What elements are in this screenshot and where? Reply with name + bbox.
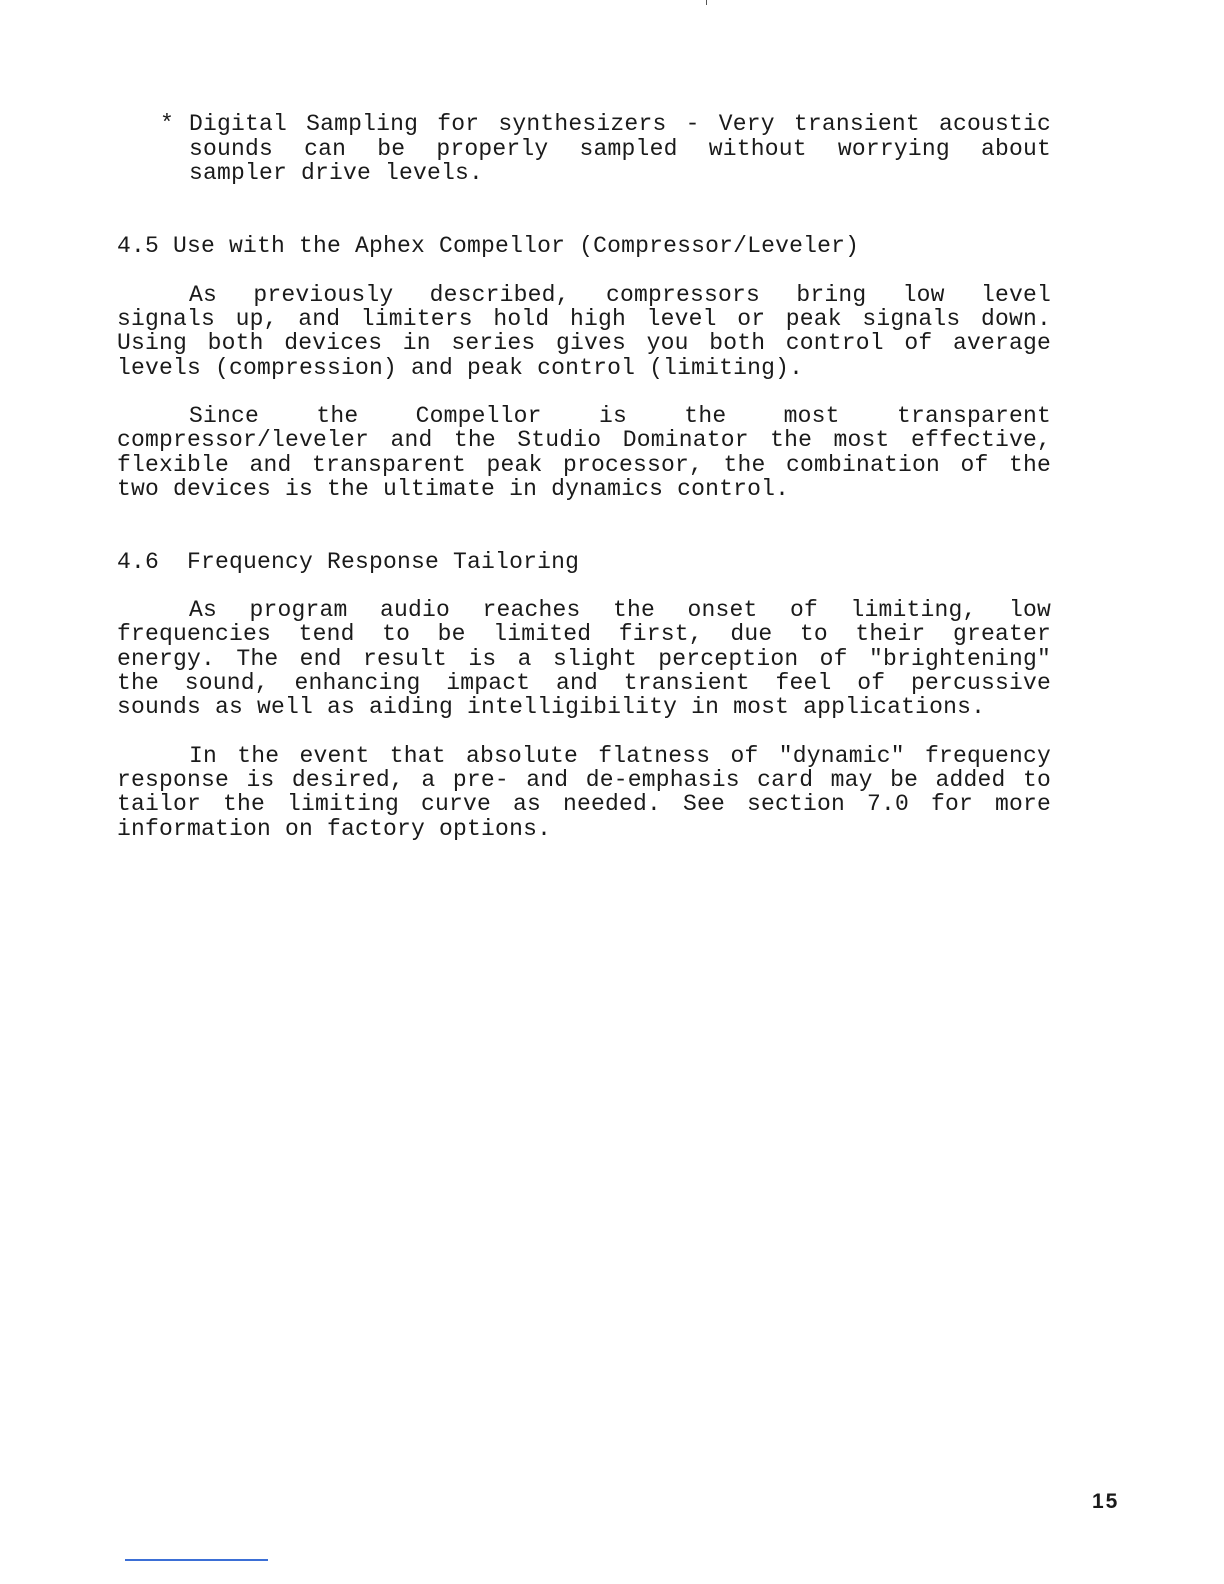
paragraph-line: the sound, enhancing impact and transient feel of percussive [117,670,1051,696]
paragraph-line: response is desired, a pre- and de-emphasis card may be added to [117,767,1051,793]
paragraph-line: two devices is the ultimate in dynamics control. [117,476,790,502]
section-heading-4-6: 4.6 Frequency Response Tailoring [117,549,580,575]
bullet-marker: * [160,111,175,137]
scan-mark [706,0,707,5]
paragraph-line: information on factory options. [117,816,552,842]
paragraph-line: levels (compression) and peak control (limiting). [117,355,804,381]
paragraph-line: Using both devices in series gives you both control of average [117,330,1051,356]
paragraph-line: As program audio reaches the onset of limiting, low [189,597,1051,623]
paragraph-line: Since the Compellor is the most transparent [189,403,1051,429]
paragraph-line: frequencies tend to be limited first, due to their greater [117,621,1051,647]
section-heading-4-5: 4.5 Use with the Aphex Compellor (Compressor/Leveler) [117,233,860,259]
paragraph-line: sounds as well as aiding intelligibility in most applications. [117,694,986,720]
paragraph-line: compressor/leveler and the Studio Dominator the most effective, [117,427,1051,453]
paragraph-line: signals up, and limiters hold high level or peak signals down. [117,306,1051,332]
bullet-line-3: sampler drive levels. [189,160,484,186]
paragraph-line: In the event that absolute flatness of "dynamic" frequency [189,743,1051,769]
page-number: 15 [1092,1490,1120,1513]
bottom-rule [125,1559,268,1561]
bullet-line-1: Digital Sampling for synthesizers - Very transient acoustic [189,111,1051,137]
paragraph-line: energy. The end result is a slight perception of "brightening" [117,646,1051,672]
bullet-line-2: sounds can be properly sampled without worrying about [189,136,1051,162]
paragraph-line: tailor the limiting curve as needed. See section 7.0 for more [117,791,1051,817]
paragraph-line: As previously described, compressors bring low level [189,282,1051,308]
paragraph-line: flexible and transparent peak processor, the combination of the [117,452,1051,478]
